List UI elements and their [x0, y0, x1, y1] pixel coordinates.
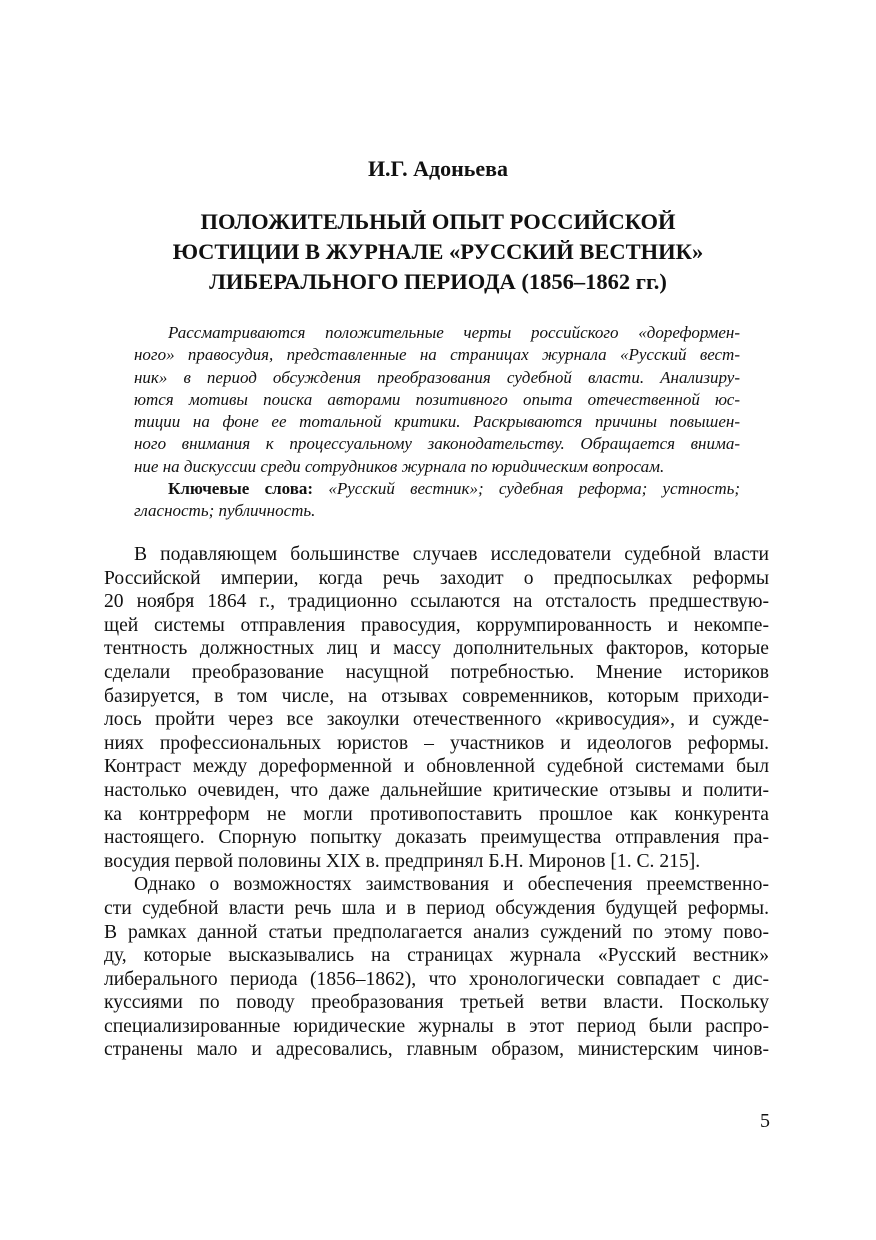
body-line: щей системы отправления правосудия, коррумпированность и некомпе-: [104, 614, 769, 636]
body-line: базируется, в том числе, на отзывах современников, которым приходи-: [104, 685, 769, 707]
body-line: странены мало и адресовались, главным образом, министерским чинов-: [104, 1039, 769, 1061]
body-line: В рамках данной статьи предполагается анализ суждений по этому пово-: [104, 921, 769, 943]
abstract-line: тиции на фоне ее тотальной критики. Раскрываются причины повышен-: [134, 412, 740, 432]
keywords-line: гласность; публичность.: [134, 501, 316, 521]
body-line: сти судебной власти речь шла и в период обсуждения будущей реформы.: [104, 897, 769, 919]
abstract-line: ник» в период обсуждения преобразования судебной власти. Анализиру-: [134, 367, 740, 387]
body-line: лось пройти через все закоулки отечественного «кривосудия», и сужде-: [104, 709, 769, 731]
keywords-list: «Русский вестник»; судебная реформа; устность;: [328, 479, 741, 499]
abstract: [134, 322, 740, 523]
abstract-line: ются мотивы поиска авторами позитивного опыта отечественной юс-: [134, 389, 740, 409]
title-line: ПОЛОЖИТЕЛЬНЫЙ ОПЫТ РОССИЙСКОЙ: [200, 209, 676, 234]
body-line: настоящего. Спорную попытку доказать преимущества отправления пра-: [104, 827, 769, 849]
abstract-line: ние на дискуссии среди сотрудников журнала по юридическим вопросам.: [134, 456, 665, 476]
page-number: 5: [760, 1110, 770, 1132]
keywords-line: [134, 478, 740, 500]
keywords-label: Ключевые слова:: [168, 479, 314, 499]
author-name: И.Г. Адоньева: [367, 156, 509, 181]
article-title: [100, 207, 776, 297]
body-line: ду, которые высказывались на страницах журнала «Русский вестник»: [104, 945, 769, 967]
body-line: Однако о возможностях заимствования и обеспечения преемственно-: [134, 874, 769, 896]
abstract-line: ного внимания к процессуальному законодательству. Обращается внима-: [134, 434, 740, 454]
body-line: В подавляющем большинстве случаев исследователи судебной власти: [134, 544, 769, 565]
article-body: [104, 543, 769, 1062]
body-line: ниях профессиональных юристов – участников и идеологов реформы.: [104, 732, 769, 754]
abstract-line: ного» правосудия, представленные на страницах журнала «Русский вест-: [134, 345, 740, 365]
abstract-line: Рассматриваются положительные черты российского «дореформен-: [168, 323, 740, 342]
body-line: тентность должностных лиц и массу дополнительных факторов, которые: [104, 638, 769, 660]
body-line: сделали преобразование насущной потребностью. Мнение историков: [104, 661, 769, 683]
body-line: Контраст между дореформенной и обновленной судебной системами был: [104, 756, 769, 778]
body-line: либерального периода (1856–1862), что хронологически совпадает с дис-: [104, 968, 769, 990]
title-line: ЮСТИЦИИ В ЖУРНАЛЕ «РУССКИЙ ВЕСТНИК»: [172, 239, 704, 264]
title-line: ЛИБЕРАЛЬНОГО ПЕРИОДА (1856–1862 гг.): [209, 269, 667, 294]
body-line: специализированные юридические журналы в этот период были распро-: [104, 1015, 769, 1037]
body-line: восудия первой половины XIX в. предпринял Б.Н. Миронов [1. С. 215].: [104, 850, 701, 872]
body-line: 20 ноября 1864 г., традиционно ссылаются на отсталость предшествую-: [104, 591, 769, 613]
body-line: куссиями по поводу преобразования третьей ветви власти. Поскольку: [104, 992, 769, 1014]
body-line: Российской империи, когда речь заходит о предпосылках реформы: [104, 567, 769, 589]
body-line: настолько очевиден, что даже дальнейшие критические отзывы и полити-: [104, 779, 769, 801]
body-line: ка контрреформ не могли противопоставить прошлое как конкурента: [104, 803, 769, 825]
